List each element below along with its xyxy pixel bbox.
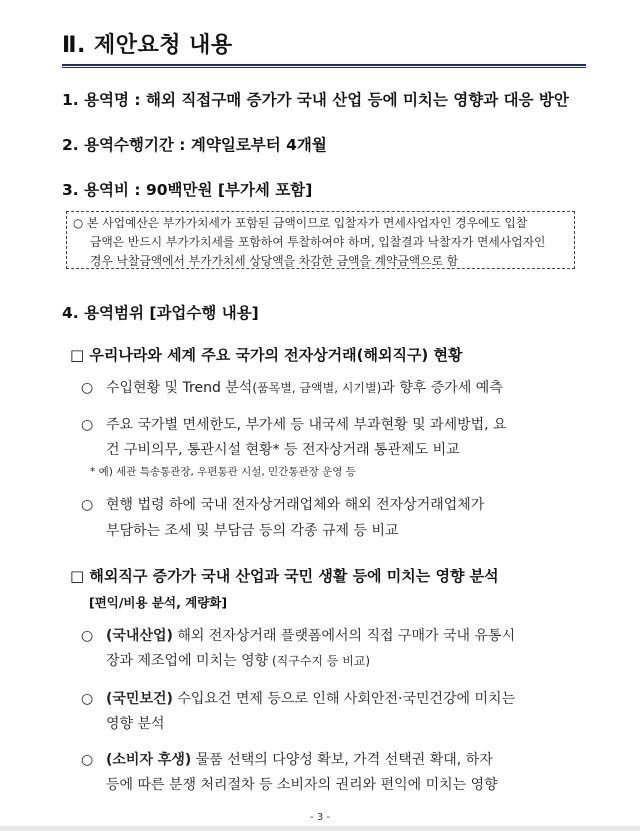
group2-bullet1-line2 <box>106 650 370 670</box>
vat-note-line-3: 경우 낙찰금액에서 부가가치세 상당액을 차감한 금액을 계약금액으로 함 <box>90 254 459 268</box>
vat-note-line-2: 금액은 반드시 부가가치세를 포함하여 투찰하여야 하며, 입찰결과 낙찰자가 면세사업자인 <box>90 235 546 249</box>
group1-bullet2 <box>81 414 507 434</box>
bullet-mark: ○ <box>81 628 94 644</box>
group1-heading: □ 우리나라와 세계 주요 국가의 전자상거래(해외직구) 현황 <box>70 346 463 364</box>
bullet-line1-text: 수입요건 면제 등으로 인해 사회안전·국민건강에 미치는 <box>172 691 516 707</box>
title-underline-thin <box>62 67 586 68</box>
bullet-label: (소비자 후생) <box>106 752 192 768</box>
group2-bullet1 <box>81 625 515 645</box>
bullet-label: (국내산업) <box>106 628 173 644</box>
section-title: Ⅱ. 제안요청 내용 <box>62 33 233 58</box>
bullet-tail-text: 과 향후 증가세 예측 <box>381 380 503 396</box>
bullet-main-text: 수입현황 및 Trend 분석 <box>106 380 253 396</box>
group2-bullet2 <box>81 688 515 708</box>
item-service-period: 2. 용역수행기간 : 계약일로부터 4개월 <box>62 136 327 154</box>
title-underline-thick <box>62 64 586 66</box>
bullet-line1-text: 해외 전자상거래 플랫폼에서의 직접 구매가 국내 유통시 <box>172 628 516 644</box>
page-bottom-edge <box>0 826 640 831</box>
bullet-line1-text: 물품 선택의 다양성 확보, 가격 선택권 확대, 하자 <box>191 752 493 768</box>
group1-bullet3-line2: 부담하는 조세 및 부담금 등의 각종 규제 등 비교 <box>106 523 399 539</box>
item-service-name: 1. 용역명 : 해외 직접구매 증가가 국내 산업 등에 미치는 영향과 대응 방안 <box>62 91 569 109</box>
bullet-mark: ○ <box>81 417 94 433</box>
group2-bullet2-line2: 영향 분석 <box>106 716 165 732</box>
bullet-mark: ○ <box>81 691 94 707</box>
vat-note-box <box>66 211 575 269</box>
group1-bullet2-line2: 건 구비의무, 통관시설 현황* 등 전자상거래 통관제도 비교 <box>106 442 460 458</box>
group2-bullet3 <box>81 749 493 769</box>
bullet-mark: ○ <box>81 380 94 396</box>
group1-bullet1 <box>81 377 503 397</box>
group1-footnote: * 예) 세관 특송통관장, 우편통관 시설, 민간통관장 운영 등 <box>90 466 356 478</box>
bullet-label: (국민보건) <box>106 691 173 707</box>
group2-bullet3-line2: 등에 따른 분쟁 처리절차 등 소비자의 권리와 편익에 미치는 영향 <box>106 777 498 793</box>
group2-subnote: [편익/비용 분석, 계량화] <box>89 595 228 610</box>
item-service-cost: 3. 용역비 : 90백만원 [부가세 포함] <box>62 181 313 199</box>
scope-heading: 4. 용역범위 [과업수행 내용] <box>62 304 259 322</box>
vat-note-line-1: ○ 본 사업예산은 부가가치세가 포함된 금액이므로 입찰자가 면세사업자인 경우에도 입찰 <box>73 216 528 230</box>
bullet-line2-text: 장과 제조업에 미치는 영향 <box>106 653 269 669</box>
group1-bullet3 <box>81 494 484 514</box>
bullet-line2-detail: (직구수지 등 비교) <box>268 654 371 668</box>
bullet-mark: ○ <box>81 752 94 768</box>
bullet-line1-text: 현행 법령 하에 국내 전자상거래업체와 해외 전자상거래업체가 <box>106 497 485 513</box>
group2-heading: □ 해외직구 증가가 국내 산업과 국민 생활 등에 미치는 영향 분석 <box>70 567 499 585</box>
bullet-line1-text: 주요 국가별 면세한도, 부가세 등 내국세 부과현황 및 과세방법, 요 <box>106 417 507 433</box>
page-number: - 3 - <box>310 812 330 823</box>
bullet-mark: ○ <box>81 497 94 513</box>
bullet-detail-text: (품목별, 금액별, 시기별) <box>252 381 382 395</box>
